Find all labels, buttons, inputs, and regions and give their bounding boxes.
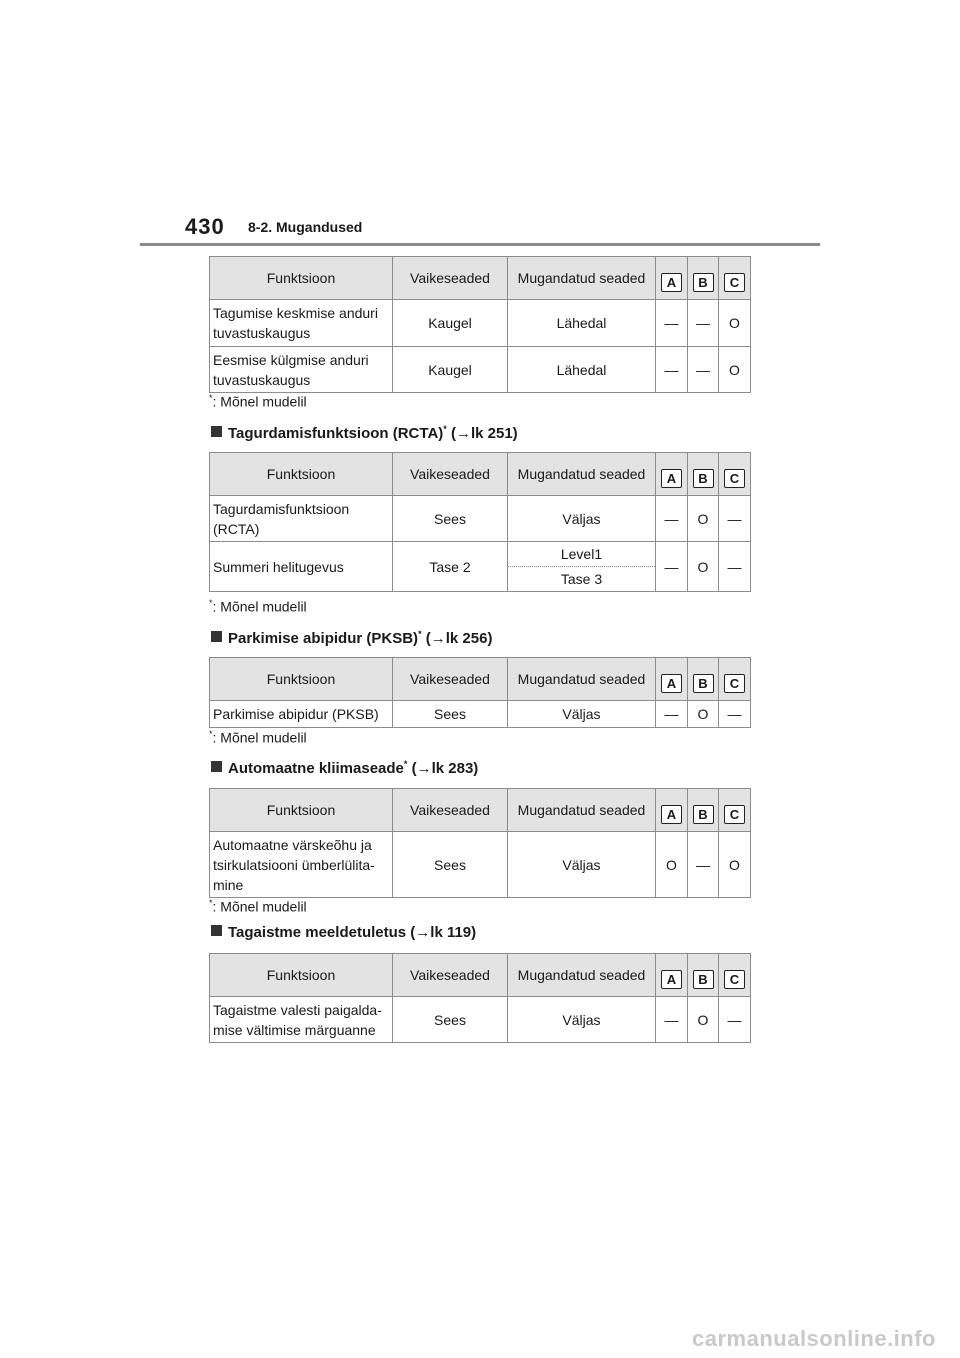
pksb-table [209, 657, 751, 728]
cell-function: Tagaistme valesti paigalda-mise vältimise märguanne [210, 997, 393, 1043]
rcta-table [209, 452, 751, 592]
box-c-icon: C [724, 805, 745, 824]
col-function: Funktsioon [210, 257, 393, 300]
footnote: *: Mõnel mudelil [209, 729, 307, 746]
cell-function: Eesmise külgmise anduri tuvastuskaugus [210, 347, 393, 393]
watermark: carmanualsonline.info [692, 1326, 936, 1351]
cell-default: Sees [393, 832, 508, 898]
square-bullet-icon [211, 761, 222, 772]
col-b [688, 658, 719, 701]
col-function: Funktsioon [210, 453, 393, 496]
cell-default: Sees [393, 496, 508, 542]
sensor-range-table-block [209, 256, 750, 393]
footnote: *: Mõnel mudelil [209, 598, 307, 615]
col-custom: Mugandatud seaded [508, 453, 656, 496]
table-header-row [210, 658, 751, 701]
col-a [656, 257, 688, 300]
climate-table [209, 788, 751, 898]
cell-a: — [656, 496, 688, 542]
box-a-icon: A [661, 469, 682, 488]
box-a-icon: A [661, 273, 682, 292]
cell-function: Parkimise abipidur (PKSB) [210, 701, 393, 728]
box-a-icon: A [661, 805, 682, 824]
cell-function: Tagurdamisfunktsioon (RCTA) [210, 496, 393, 542]
cell-a: — [656, 347, 688, 393]
cell-c: — [719, 997, 751, 1043]
col-b [688, 453, 719, 496]
cell-custom: Väljas [508, 832, 656, 898]
pksb-table-block [209, 657, 750, 728]
heading-climate: Automaatne kliimaseade* (→lk 283) [211, 759, 478, 777]
table-row [210, 997, 751, 1043]
col-custom: Mugandatud seaded [508, 954, 656, 997]
heading-pksb: Parkimise abipidur (PKSB)* (→lk 256) [211, 629, 492, 647]
col-custom: Mugandatud seaded [508, 257, 656, 300]
cell-c: — [719, 542, 751, 592]
cell-custom-option: Tase 3 [508, 567, 656, 592]
col-c [719, 954, 751, 997]
cell-c: O [719, 347, 751, 393]
heading-rcta: Tagurdamisfunktsioon (RCTA)* (→lk 251) [211, 424, 518, 442]
col-function: Funktsioon [210, 789, 393, 832]
cell-custom: Väljas [508, 496, 656, 542]
box-b-icon: B [693, 273, 714, 292]
cell-function: Summeri helitugevus [210, 542, 393, 592]
rear-seat-table [209, 953, 751, 1043]
rear-seat-table-block [209, 953, 750, 1043]
col-c [719, 453, 751, 496]
cell-a: — [656, 997, 688, 1043]
square-bullet-icon [211, 426, 222, 437]
cell-b: O [688, 701, 719, 728]
col-b [688, 257, 719, 300]
table-row [210, 701, 751, 728]
cell-c: — [719, 701, 751, 728]
cell-c: — [719, 496, 751, 542]
col-b [688, 954, 719, 997]
heading-rear-seat: Tagaistme meeldetuletus (→lk 119) [211, 924, 476, 941]
cell-function: Automaatne värskeõhu ja tsirkulatsiooni ümberlülita-mine [210, 832, 393, 898]
cell-a: — [656, 300, 688, 347]
box-c-icon: C [724, 273, 745, 292]
col-default: Vaikeseaded [393, 954, 508, 997]
box-c-icon: C [724, 970, 745, 989]
col-a [656, 789, 688, 832]
box-b-icon: B [693, 970, 714, 989]
table-row [210, 542, 751, 567]
cell-default: Kaugel [393, 347, 508, 393]
cell-a: — [656, 701, 688, 728]
cell-c: O [719, 300, 751, 347]
cell-custom: Lähedal [508, 300, 656, 347]
box-b-icon: B [693, 469, 714, 488]
cell-a: O [656, 832, 688, 898]
footnote: *: Mõnel mudelil [209, 898, 307, 915]
cell-b: O [688, 496, 719, 542]
col-c [719, 789, 751, 832]
table-header-row [210, 789, 751, 832]
col-custom: Mugandatud seaded [508, 658, 656, 701]
table-header-row [210, 257, 751, 300]
box-b-icon: B [693, 674, 714, 693]
section-title: 8-2. Mugandused [248, 219, 363, 235]
cell-custom-option: Level1 [508, 542, 656, 567]
cell-b: — [688, 832, 719, 898]
col-default: Vaikeseaded [393, 789, 508, 832]
col-default: Vaikeseaded [393, 453, 508, 496]
box-c-icon: C [724, 469, 745, 488]
table-row [210, 832, 751, 898]
box-c-icon: C [724, 674, 745, 693]
cell-b: — [688, 300, 719, 347]
box-b-icon: B [693, 805, 714, 824]
col-custom: Mugandatud seaded [508, 789, 656, 832]
col-c [719, 257, 751, 300]
table-row [210, 496, 751, 542]
col-default: Vaikeseaded [393, 257, 508, 300]
cell-b: — [688, 347, 719, 393]
col-default: Vaikeseaded [393, 658, 508, 701]
box-a-icon: A [661, 970, 682, 989]
cell-default: Sees [393, 997, 508, 1043]
table-row [210, 300, 751, 347]
cell-a: — [656, 542, 688, 592]
col-a [656, 658, 688, 701]
cell-c: O [719, 832, 751, 898]
sensor-range-table [209, 256, 751, 393]
table-header-row [210, 954, 751, 997]
page-number: 430 [185, 214, 225, 239]
cell-function: Tagumise keskmise anduri tuvastuskaugus [210, 300, 393, 347]
box-a-icon: A [661, 674, 682, 693]
climate-table-block [209, 788, 750, 898]
footnote: *: Mõnel mudelil [209, 393, 307, 410]
cell-default: Tase 2 [393, 542, 508, 592]
header-rule [140, 243, 820, 246]
cell-default: Kaugel [393, 300, 508, 347]
cell-custom: Väljas [508, 701, 656, 728]
cell-default: Sees [393, 701, 508, 728]
table-header-row [210, 453, 751, 496]
cell-custom: Väljas [508, 997, 656, 1043]
cell-b: O [688, 997, 719, 1043]
square-bullet-icon [211, 925, 222, 936]
square-bullet-icon [211, 631, 222, 642]
col-a [656, 954, 688, 997]
col-function: Funktsioon [210, 658, 393, 701]
col-b [688, 789, 719, 832]
col-a [656, 453, 688, 496]
col-function: Funktsioon [210, 954, 393, 997]
cell-b: O [688, 542, 719, 592]
cell-custom: Lähedal [508, 347, 656, 393]
col-c [719, 658, 751, 701]
rcta-table-block [209, 452, 750, 592]
table-row [210, 347, 751, 393]
